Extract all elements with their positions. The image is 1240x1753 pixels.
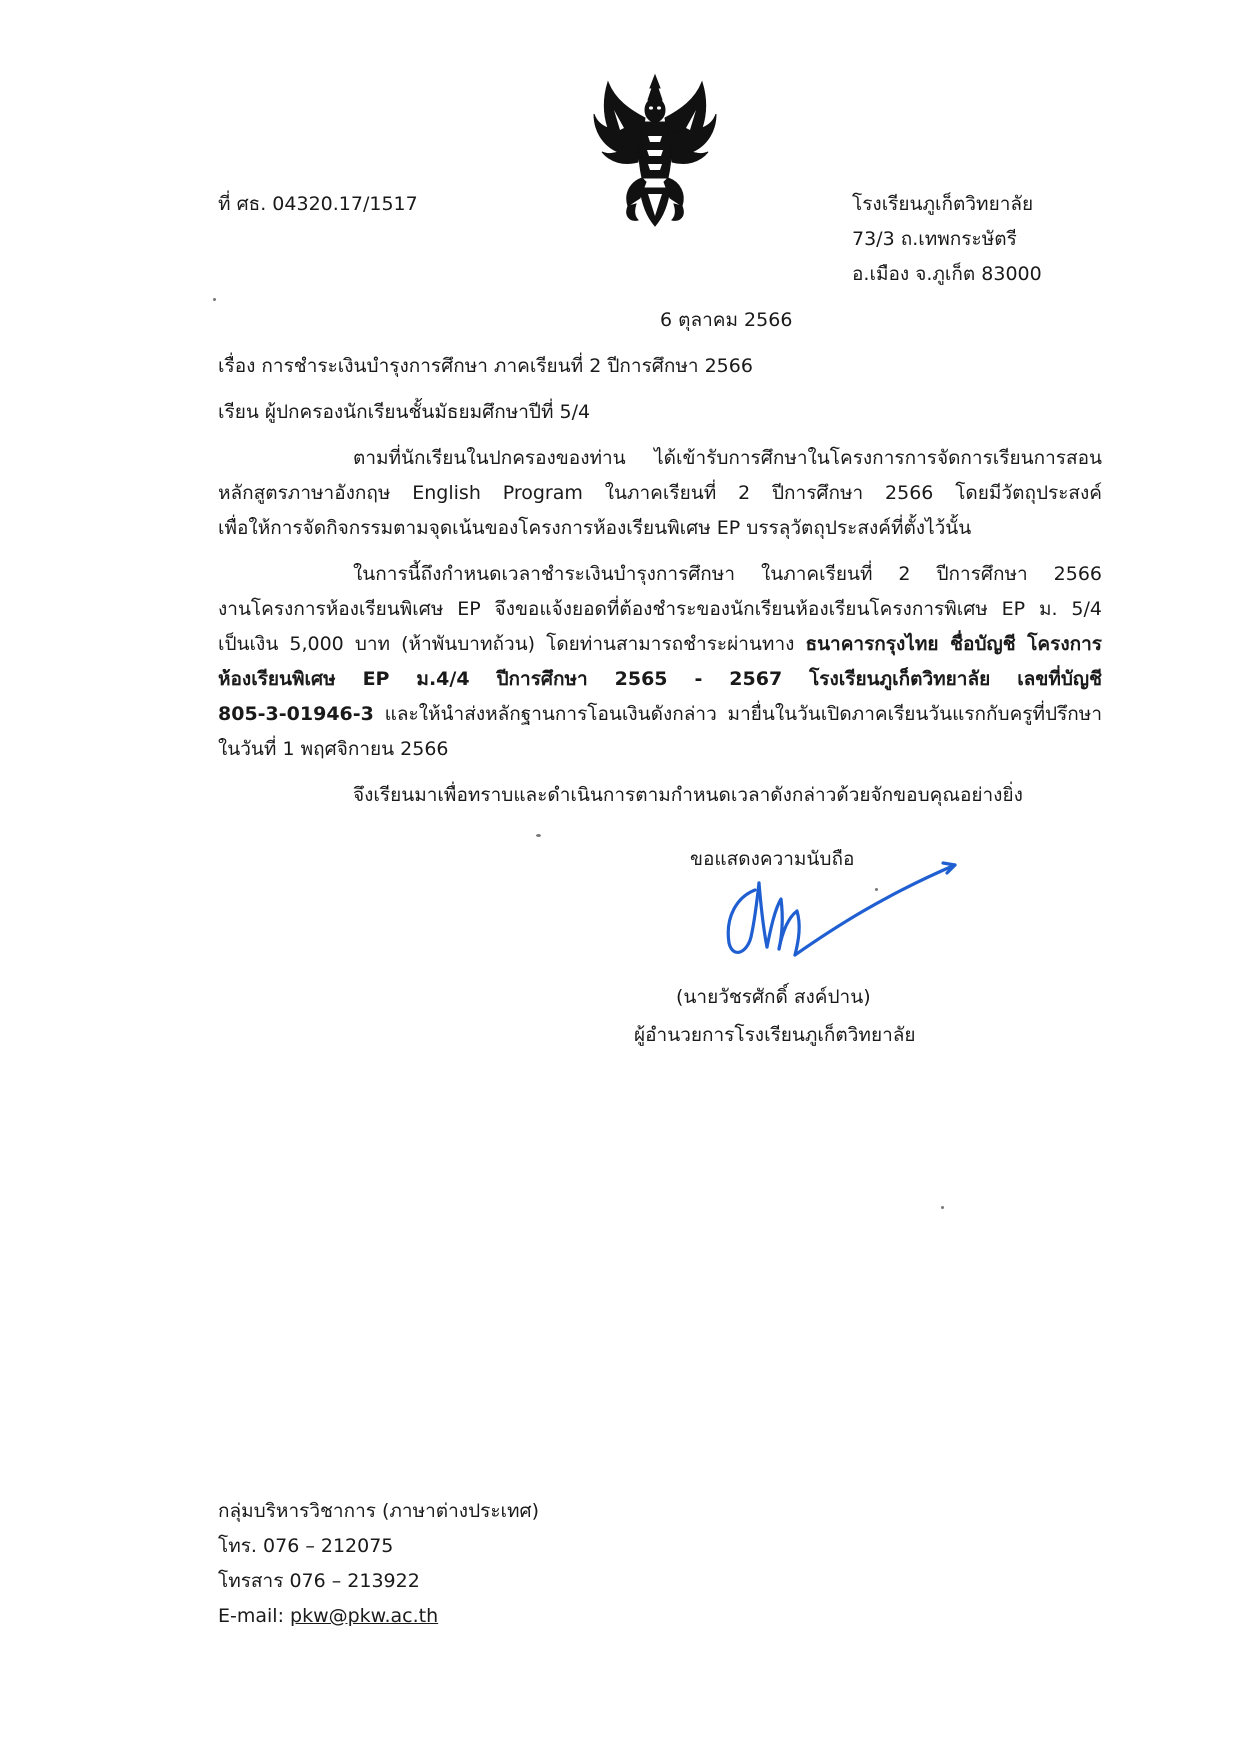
footer-fax: โทรสาร 076 – 213922 (218, 1570, 420, 1592)
sender-address-line2: อ.เมือง จ.ภูเก็ต 83000 (852, 263, 1042, 285)
sender-name: โรงเรียนภูเก็ตวิทยาลัย (852, 193, 1034, 215)
bank-account-name-part1: ธนาคารกรุงไทย ชื่อบัญชี โครงการ (805, 633, 1103, 655)
paragraph2-line5 (218, 703, 1102, 726)
scan-speck (213, 298, 216, 301)
footer-department: กลุ่มบริหารวิชาการ (ภาษาต่างประเทศ) (218, 1500, 540, 1522)
paragraph1-line3: เพื่อให้การจัดกิจกรรมตามจุดเน้นของโครงการห้องเรียนพิเศษ EP บรรลุวัตถุประสงค์ที่ตั้งไว้นั้น (218, 517, 972, 539)
bank-account-name-part2: ห้องเรียนพิเศษ EP ม.4/4 ปีการศึกษา 2565 - 2567 โรงเรียนภูเก็ตวิทยาลัย เลขที่บัญชี (218, 668, 1102, 690)
paragraph2-line6: ในวันที่ 1 พฤศจิกายน 2566 (218, 738, 449, 760)
letter-salutation: เรียน ผู้ปกครองนักเรียนชั้นมัธยมศึกษาปีที่ 5/4 (218, 401, 591, 423)
letter-subject: เรื่อง การชำระเงินบำรุงการศึกษา ภาคเรียนที่ 2 ปีการศึกษา 2566 (218, 355, 753, 377)
scan-speck (941, 1206, 944, 1209)
bank-account-number: 805-3-01946-3 (218, 703, 374, 725)
paragraph2-line1: ในการนี้ถึงกำหนดเวลาชำระเงินบำรุงการศึกษา ในภาคเรียนที่ 2 ปีการศึกษา 2566 (353, 563, 1102, 585)
paragraph2-line3 (218, 633, 1102, 656)
footer-email-row (218, 1605, 438, 1628)
scan-speck (875, 888, 878, 891)
paragraph1-line1: ตามที่นักเรียนในปกครองของท่าน ได้เข้ารับการศึกษาในโครงการการจัดการเรียนการสอน (353, 447, 1102, 469)
footer-email-link[interactable]: pkw@pkw.ac.th (290, 1605, 439, 1627)
sender-address-line1: 73/3 ถ.เทพกระษัตรี (852, 228, 1017, 250)
paragraph2-line3-plain: เป็นเงิน 5,000 บาท (ห้าพันบาทถ้วน) โดยท่านสามารถชำระผ่านทาง (218, 633, 806, 655)
paragraph1-line2: หลักสูตรภาษาอังกฤษ English Program ในภาคเรียนที่ 2 ปีการศึกษา 2566 โดยมีวัตถุประสงค์ (218, 482, 1102, 504)
footer-phone: โทร. 076 – 212075 (218, 1535, 394, 1557)
scan-speck (536, 834, 541, 837)
signer-title: ผู้อำนวยการโรงเรียนภูเก็ตวิทยาลัย (634, 1024, 916, 1046)
letter-date: 6 ตุลาคม 2566 (660, 309, 793, 331)
signer-name: (นายวัชรศักดิ์ สงค์ปาน) (676, 986, 871, 1008)
paragraph2-line2: งานโครงการห้องเรียนพิเศษ EP จึงขอแจ้งยอดที่ต้องชำระของนักเรียนห้องเรียนโครงการพิเศษ EP ม. 5/4 (218, 598, 1102, 620)
paragraph3: จึงเรียนมาเพื่อทราบและดำเนินการตามกำหนดเวลาดังกล่าวด้วยจักขอบคุณอย่างยิ่ง (353, 784, 1023, 806)
footer-email-label: E-mail: (218, 1605, 291, 1627)
garuda-emblem-icon (590, 70, 720, 230)
reference-number: ที่ ศธ. 04320.17/1517 (218, 193, 418, 215)
closing-phrase: ขอแสดงความนับถือ (690, 848, 855, 870)
paragraph2-line5-plain: และให้นำส่งหลักฐานการโอนเงินดังกล่าว มายื่นในวันเปิดภาคเรียนวันแรกกับครูที่ปรึกษา (373, 703, 1102, 725)
signature-icon (715, 855, 960, 970)
